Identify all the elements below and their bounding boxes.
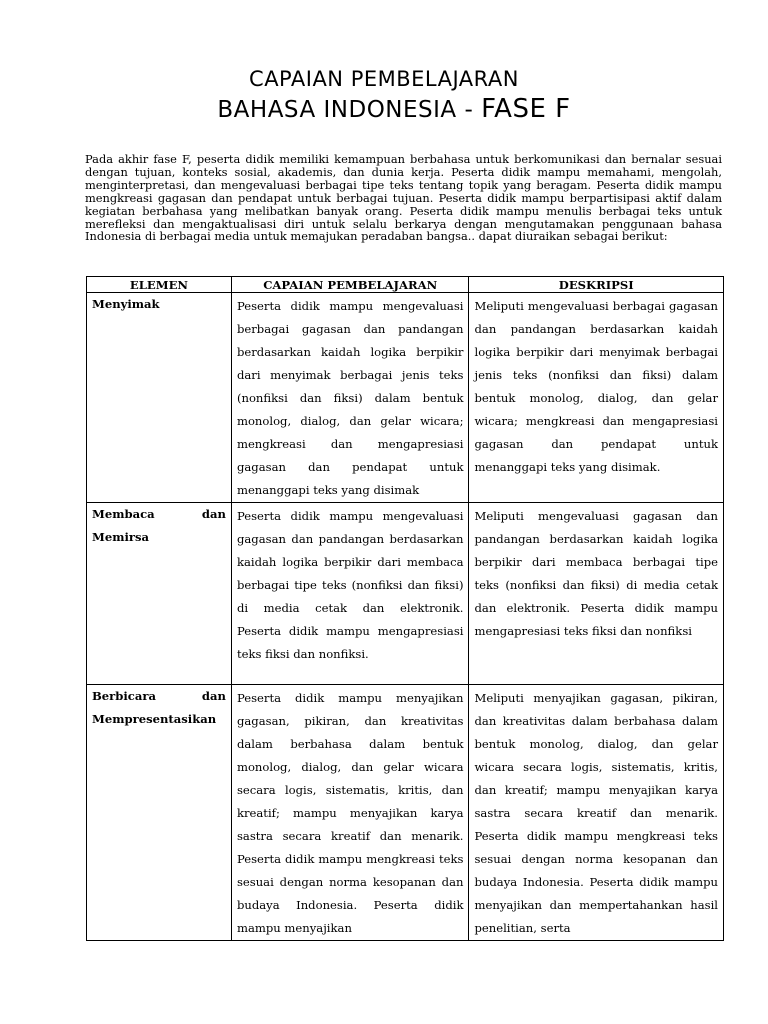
learning-outcomes-table [86, 276, 724, 941]
document-subtitle [0, 94, 768, 124]
capaian-cell: Peserta didik mampu mengevaluasi gagasan dan pandangan berdasarkan kaidah logika berpikir dari membaca berbagai tipe teks (nonfiksi dan fiksi) di media cetak dan elektronik. Peserta didik mampu mengapresiasi teks fiksi dan nonfiksi. [231, 503, 469, 685]
elemen-cell: Membaca dan Memirsa [87, 503, 232, 685]
header-elemen: ELEMEN [87, 277, 232, 293]
elemen-cell: Berbicara dan Mempresentasikan [87, 685, 232, 941]
table-row [87, 685, 724, 941]
document-title: CAPAIAN PEMBELAJARAN [249, 67, 519, 91]
deskripsi-cell: Meliputi mengevaluasi berbagai gagasan dan pandangan berdasarkan kaidah logika berpikir dari menyimak berbagai jenis teks (nonfiksi dan fiksi) dalam bentuk monolog, dialog, dan gelar wicara; mengkreasi dan mengapresiasi gagasan dan pendapat untuk menanggapi teks yang disimak. [469, 293, 724, 503]
table-row [87, 293, 724, 503]
table-row [87, 503, 724, 685]
elemen-cell: Menyimak [87, 293, 232, 503]
deskripsi-cell: Meliputi mengevaluasi gagasan dan pandangan berdasarkan kaidah logika berpikir dari membaca berbagai tipe teks (nonfiksi dan fiksi) di media cetak dan elektronik. Peserta didik mampu mengapresiasi teks fiksi dan nonfiksi [469, 503, 724, 685]
header-capaian: CAPAIAN PEMBELAJARAN [231, 277, 469, 293]
capaian-cell: Peserta didik mampu mengevaluasi berbagai gagasan dan pandangan berdasarkan kaidah logika berpikir dari menyimak berbagai jenis teks (nonfiksi dan fiksi) dalam bentuk monolog, dialog, dan gelar wicara; mengkreasi dan mengapresiasi gagasan dan pendapat untuk menanggapi teks yang disimak [231, 293, 469, 503]
deskripsi-cell: Meliputi menyajikan gagasan, pikiran, dan kreativitas dalam berbahasa dalam bentuk monolog, dialog, dan gelar wicara secara logis, sistematis, kritis, dan kreatif; mampu menyajikan karya sastra secara kreatif dan menarik. Peserta didik mampu mengkreasi teks sesuai dengan norma kesopanan dan budaya Indonesia. Peserta didik mampu menyajikan dan mempertahankan hasil penelitian, serta [469, 685, 724, 941]
capaian-cell: Peserta didik mampu menyajikan gagasan, pikiran, dan kreativitas dalam berbahasa dalam bentuk monolog, dialog, dan gelar wicara secara logis, sistematis, kritis, dan kreatif; mampu menyajikan karya sastra secara kreatif dan menarik. Peserta didik mampu mengkreasi teks sesuai dengan norma kesopanan dan budaya Indonesia. Peserta didik mampu menyajikan [231, 685, 469, 941]
intro-paragraph: Pada akhir fase F, peserta didik memiliki kemampuan berbahasa untuk berkomunikasi dan bernalar sesuai dengan tujuan, konteks sosial, akademis, dan dunia kerja. Peserta didik mampu memahami, mengolah, menginterpretasi, dan mengevaluasi berbagai tipe teks tentang topik yang beragam. Peserta didik mampu mengkreasi gagasan dan pendapat untuk berbagai tujuan. Peserta didik mampu berpartisipasi aktif dalam kegiatan berbahasa yang melibatkan banyak orang. Peserta didik mampu menulis berbagai teks untuk merefleksi dan mengaktualisasi diri untuk selalu berkarya dengan mengutamakan penggunaan bahasa Indonesia di berbagai media untuk memajukan peradaban bangsa.. dapat diuraikan sebagai berikut: [85, 152, 722, 244]
subject-label: BAHASA INDONESIA - [217, 97, 482, 123]
phase-label: FASE F [481, 94, 571, 124]
header-deskripsi: DESKRIPSI [469, 277, 724, 293]
table-header-row [87, 277, 724, 293]
